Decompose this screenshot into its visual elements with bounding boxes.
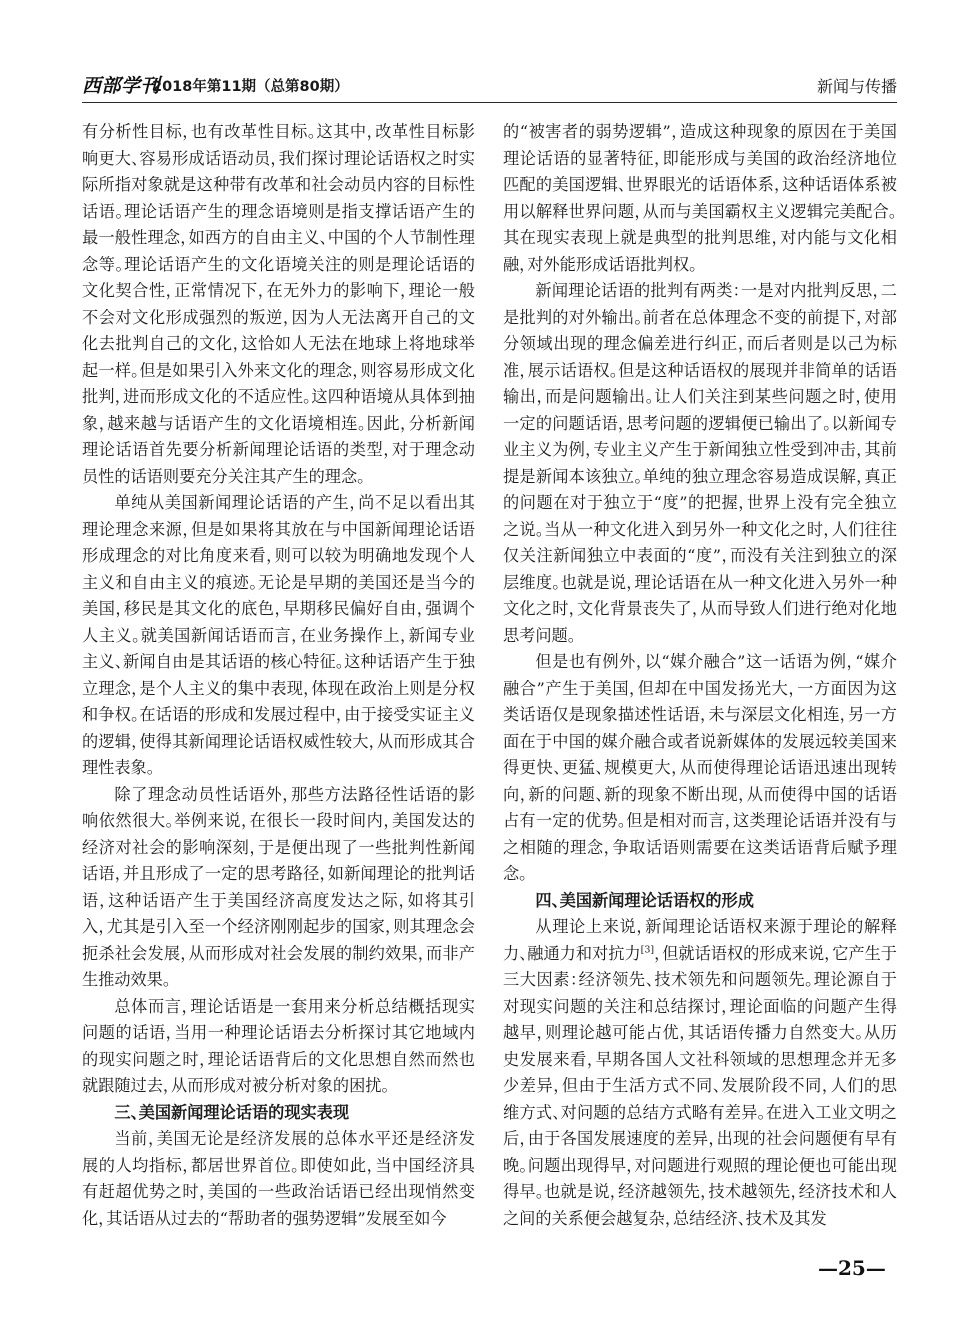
paragraph: 单纯从美国新闻理论话语的产生，尚不足以看出其理论理念来源，但是如果将其放在与中国新闻理论话语形成理念的对比角度来看，则可以较为明确地发现个人主义和自由主义的痕迹。无论是早期的美国还是当今的美国，移民是其文化的底色，早期移民偏好自由，强调个人主义。就美国新闻话语而言，在业务操作上，新闻专业主义、新闻自由是其话语的核心特征。这种话语产生于独立理念，是个人主义的集中表现，体现在政治上则是分权和争权。在话语的形成和发展过程中，由于接受实证主义的逻辑，使得其新闻理论话语权威性较大，从而形成其合理性表象。 — [82, 493, 475, 777]
page-number: —25— — [818, 1256, 886, 1280]
left-column — [82, 119, 475, 1232]
paragraph-text: ，但就话语权的形成来说，它产生于三大因素：经济领先、技术领先和问题领先。理论源自于对现实问题的关注和总结探讨，理论面临的问题产生得越早，则理论越可能占优，其话语传播力自然变大。从历史发展来看，早期各国人文社科领域的思想理念并无多少差异，但由于生活方式不同、发展阶段不同，人们的思维方式、对问题的总结方式略有差异。在进入工业文明之后，由于各国发展速度的差异，出现的社会问题便有早有晚。问题出现得早，对问题进行观照的理论便也可能出现得早。也就是说，经济越领先，技术越领先，经济技术和人之间的关系便会越复杂，总结经济、技术及其发 — [503, 943, 897, 1228]
paragraph: 当前，美国无论是经济发展的总体水平还是经济发展的人均指标，都居世界首位。即使如此，当中国经济具有赶超优势之时，美国的一些政治话语已经出现悄然变化，其话语从过去的“帮助者的强势逻辑”发展至如今 — [82, 1129, 475, 1228]
journal-logo: 西部学刊 — [82, 75, 161, 97]
issue-info: 2018年第11期（总第80期） — [152, 79, 349, 95]
section-heading: 四、美国新闻理论话语权的形成 — [535, 890, 754, 910]
paragraph — [503, 914, 897, 1232]
citation-reference: [3] — [640, 944, 655, 956]
paragraph-continued: 有分析性目标，也有改革性目标。这其中，改革性目标影响更大、容易形成话语动员，我们探讨理论话语权之时实际所指对象就是这种带有改革和社会动员内容的目标性话语。理论话语产生的理念语境则是指支撑话语产生的最一般性理念，如西方的自由主义、中国的个人节制性理念等。理论话语产生的文化语境关注的则是理论话语的文化契合性，正常情况下，在无外力的影响下，理论一般不会对文化形成强烈的叛逆，因为人无法离开自己的文化去批判自己的文化，这恰如人无法在地球上将地球举起一样。但是如果引入外来文化的理念，则容易形成文化批判，进而形成文化的不适应性。这四种语境从具体到抽象，越来越与话语产生的文化语境相连。因此，分析新闻理论话语首先要分析新闻理论话语的类型，对于理念动员性的话语则要充分关注其产生的理念。 — [82, 122, 475, 486]
paragraph: 新闻理论话语的批判有两类：一是对内批判反思，二是批判的对外输出。前者在总体理念不变的前提下，对部分领域出现的理念偏差进行纠正，而后者则是以己为标准，展示话语权。但是这种话语权的展现并非简单的话语输出，而是问题输出。让人们关注到某些问题之时，使用一定的问题话语，思考问题的逻辑便已输出了。以新闻专业主义为例，专业主义产生于新闻独立性受到冲击，其前提是新闻本该独立。单纯的独立理念容易造成误解，真正的问题在对于独立于“度”的把握，世界上没有完全独立之说。当从一种文化进入到另外一种文化之时，人们往往仅关注新闻独立中表面的“度”，而没有关注到独立的深层维度。也就是说，理论话语在从一种文化进入另外一种文化之时，文化背景丧失了，从而导致人们进行绝对化地思考问题。 — [503, 281, 897, 645]
section-heading: 三、美国新闻理论话语的现实表现 — [114, 1102, 350, 1122]
paragraph: 但是也有例外，以“媒介融合”这一话语为例，“媒介融合”产生于美国，但却在中国发扬光大，一方面因为这类话语仅是现象描述性话语，未与深层文化相连，另一方面在于中国的媒介融合或者说新媒体的发展远较美国来得更快、更猛、规模更大，从而使得理论话语迅速出现转向，新的问题、新的现象不断出现，从而使得中国的话语占有一定的优势。但是相对而言，这类理论话语并没有与之相随的理念，争取话语则需要在这类话语背后赋予理念。 — [503, 652, 897, 883]
paragraph: 总体而言，理论话语是一套用来分析总结概括现实问题的话语，当用一种理论话语去分析探讨其它地域内的现实问题之时，理论话语背后的文化思想自然而然也就跟随过去，从而形成对被分析对象的困扰。 — [82, 996, 475, 1095]
paragraph: 除了理念动员性话语外，那些方法路径性话语的影响依然很大。举例来说，在很长一段时间内，美国发达的经济对社会的影响深刻，于是便出现了一些批判性新闻话语，并且形成了一定的思考路径，如新闻理论的批判话语，这种话语产生于美国经济高度发达之际，如将其引入，尤其是引入至一个经济刚刚起步的国家，则其理念会扼杀社会发展，从而形成对社会发展的制约效果，而非产生推动效果。 — [82, 784, 475, 989]
right-column — [503, 119, 897, 1232]
paragraph-continued: 的“被害者的弱势逻辑”，造成这种现象的原因在于美国理论话语的显著特征，即能形成与美国的政治经济地位匹配的美国逻辑、世界眼光的话语体系，这种话语体系被用以解释世界问题，从而与美国霸权主义逻辑完美配合。其在现实表现上就是典型的批判思维，对内能与文化相融，对外能形成话语批判权。 — [503, 122, 897, 274]
paragraph-text: 从理论上来说，新闻理论话语权来源于理论的解释力、融通力和对抗力 — [503, 917, 897, 963]
section-name: 新闻与传播 — [816, 77, 897, 96]
running-header — [82, 74, 897, 103]
